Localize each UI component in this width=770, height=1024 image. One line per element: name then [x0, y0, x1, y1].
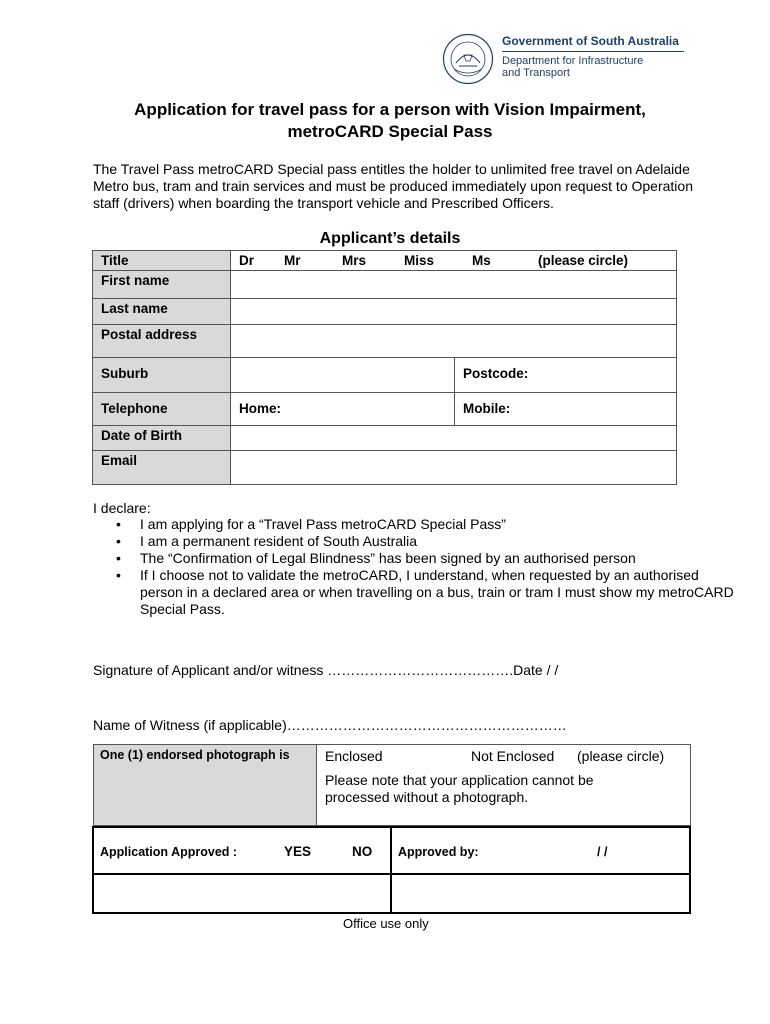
- title-option-mrs[interactable]: Mrs: [342, 253, 367, 268]
- title-option-ms[interactable]: Ms: [472, 253, 491, 268]
- mobile-phone-field[interactable]: Mobile:: [455, 393, 677, 426]
- south-australia-crest-logo: [442, 33, 494, 85]
- approved-by-label: Approved by:: [398, 845, 479, 859]
- title-label: Title: [93, 251, 231, 271]
- dob-label: Date of Birth: [93, 426, 231, 451]
- photo-please-circle-note: (please circle): [577, 748, 665, 764]
- title-option-dr[interactable]: Dr: [239, 253, 255, 268]
- suburb-label: Suburb: [93, 358, 231, 393]
- photograph-label: One (1) endorsed photograph is: [93, 744, 317, 826]
- approved-yes-option[interactable]: YES: [284, 844, 312, 859]
- intro-paragraph: The Travel Pass metroCARD Special pass entitles the holder to unlimited free travel on Adelaide Metro bus, tram and train services and must be produced immediately upon request to Operation staff (drivers) when boarding the transport vehicle and Prescribed Officers.: [93, 161, 693, 211]
- form-title-line1: Application for travel pass for a person with Vision Impairment,: [134, 100, 646, 119]
- postal-address-field[interactable]: [231, 325, 677, 358]
- form-title-line2: metroCARD Special Pass: [287, 122, 493, 141]
- declare-intro: I declare:: [93, 500, 151, 516]
- please-circle-note: (please circle): [538, 253, 629, 268]
- home-phone-field[interactable]: Home:: [231, 393, 455, 426]
- declaration-item: • I am a permanent resident of South Australia: [140, 533, 740, 550]
- not-enclosed-option[interactable]: Not Enclosed: [471, 748, 555, 764]
- email-label: Email: [93, 451, 231, 485]
- witness-name-line[interactable]: Name of Witness (if applicable)……………………………………………………: [93, 717, 567, 733]
- department-line1: Department for Infrastructure: [502, 55, 644, 67]
- declaration-item: • I am applying for a “Travel Pass metroCARD Special Pass”: [140, 516, 740, 533]
- declaration-item: • If I choose not to validate the metroCARD, I understand, when requested by an authorised person in a declared area or when travelling on a bus, train or tram I must show my metroCARD Special Pass.: [140, 567, 740, 618]
- approval-blank-cell-left[interactable]: [94, 875, 390, 912]
- department-line2: and Transport: [502, 67, 570, 79]
- declaration-item: • The “Confirmation of Legal Blindness” has been signed by an authorised person: [140, 550, 740, 567]
- government-name: Government of South Australia: [502, 34, 679, 48]
- photograph-note: Please note that your application cannot be processed without a photograph.: [325, 772, 594, 805]
- approved-no-option[interactable]: NO: [352, 844, 373, 859]
- title-option-miss[interactable]: Miss: [404, 253, 435, 268]
- applicant-details-heading: Applicant’s details: [319, 230, 461, 247]
- telephone-label: Telephone: [93, 393, 231, 426]
- approval-blank-cell-right[interactable]: [392, 875, 689, 912]
- enclosed-option[interactable]: Enclosed: [325, 748, 383, 764]
- first-name-field[interactable]: [231, 271, 677, 299]
- title-option-mr[interactable]: Mr: [284, 253, 301, 268]
- application-approved-label: Application Approved :: [100, 845, 238, 859]
- office-use-only-caption: Office use only: [343, 916, 429, 931]
- last-name-field[interactable]: [231, 299, 677, 325]
- applicant-details-table: [92, 250, 677, 485]
- suburb-field[interactable]: [231, 358, 455, 393]
- photograph-status-cell: [317, 744, 691, 826]
- declaration-list: [93, 516, 740, 618]
- email-field[interactable]: [231, 451, 677, 485]
- title-options: [231, 251, 677, 271]
- postcode-field[interactable]: Postcode:: [455, 358, 677, 393]
- postal-address-label: Postal address: [93, 325, 231, 358]
- logo-text: [0, 0, 1, 1]
- first-name-label: First name: [93, 271, 231, 299]
- approved-date-field[interactable]: / /: [597, 845, 608, 859]
- dob-field[interactable]: [231, 426, 677, 451]
- header-rule: [502, 51, 684, 52]
- last-name-label: Last name: [93, 299, 231, 325]
- signature-line[interactable]: Signature of Applicant and/or witness ………………………………….Date / /: [93, 662, 559, 678]
